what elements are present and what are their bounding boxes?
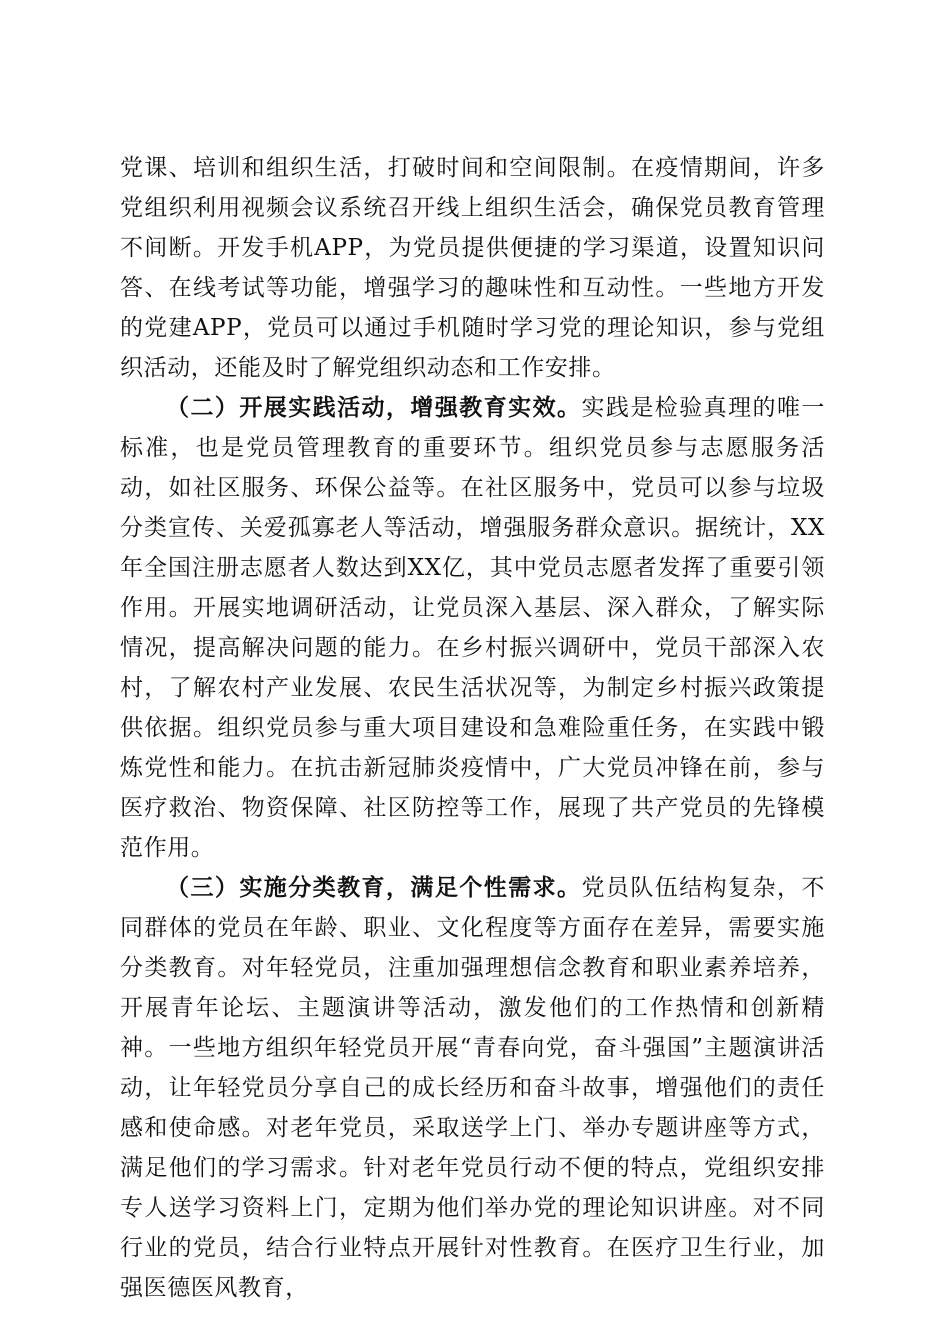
paragraph-heading: （二）开展实践活动，增强教育实效。 bbox=[166, 394, 582, 421]
paragraph-practice-activities bbox=[120, 388, 825, 868]
paragraph-heading: （三）实施分类教育，满足个性需求。 bbox=[166, 874, 582, 901]
paragraph-classified-education bbox=[120, 868, 825, 1308]
paragraph-body: 党课、培训和组织生活，打破时间和空间限制。在疫情期间，许多党组织利用视频会议系统召开线上组织生活会，确保党员教育管理不间断。开发手机APP，为党员提供便捷的学习渠道，设置知识问答、在线考试等功能，增强学习的趣味性和互动性。一些地方开发的党建APP，党员可以通过手机随时学习党的理论知识，参与党组织活动，还能及时了解党组织动态和工作安排。 bbox=[120, 155, 825, 381]
paragraph-body: 党员队伍结构复杂，不同群体的党员在年龄、职业、文化程度等方面存在差异，需要实施分类教育。对年轻党员，注重加强理想信念教育和职业素养培养，开展青年论坛、主题演讲等活动，激发他们的工作热情和创新精神。一些地方组织年轻党员开展“青春向党，奋斗强国”主题演讲活动，让年轻党员分享自己的成长经历和奋斗故事，增强他们的责任感和使命感。对老年党员，采取送学上门、举办专题讲座等方式，满足他们的学习需求。针对老年党员行动不便的特点，党组织安排专人送学习资料上门，定期为他们举办党的理论知识讲座。对不同行业的党员，结合行业特点开展针对性教育。在医疗卫生行业，加强医德医风教育， bbox=[120, 875, 825, 1301]
body-text bbox=[120, 148, 825, 1308]
paragraph-continuation bbox=[120, 148, 825, 388]
paragraph-body: 实践是检验真理的唯一标准，也是党员管理教育的重要环节。组织党员参与志愿服务活动，如社区服务、环保公益等。在社区服务中，党员可以参与垃圾分类宣传、关爱孤寡老人等活动，增强服务群众意识。据统计，XX年全国注册志愿者人数达到XX亿，其中党员志愿者发挥了重要引领作用。开展实地调研活动，让党员深入基层、深入群众，了解实际情况，提高解决问题的能力。在乡村振兴调研中，党员干部深入农村，了解农村产业发展、农民生活状况等，为制定乡村振兴政策提供依据。组织党员参与重大项目建设和急难险重任务，在实践中锻炼党性和能力。在抗击新冠肺炎疫情中，广大党员冲锋在前，参与医疗救治、物资保障、社区防控等工作，展现了共产党员的先锋模范作用。 bbox=[120, 395, 825, 861]
